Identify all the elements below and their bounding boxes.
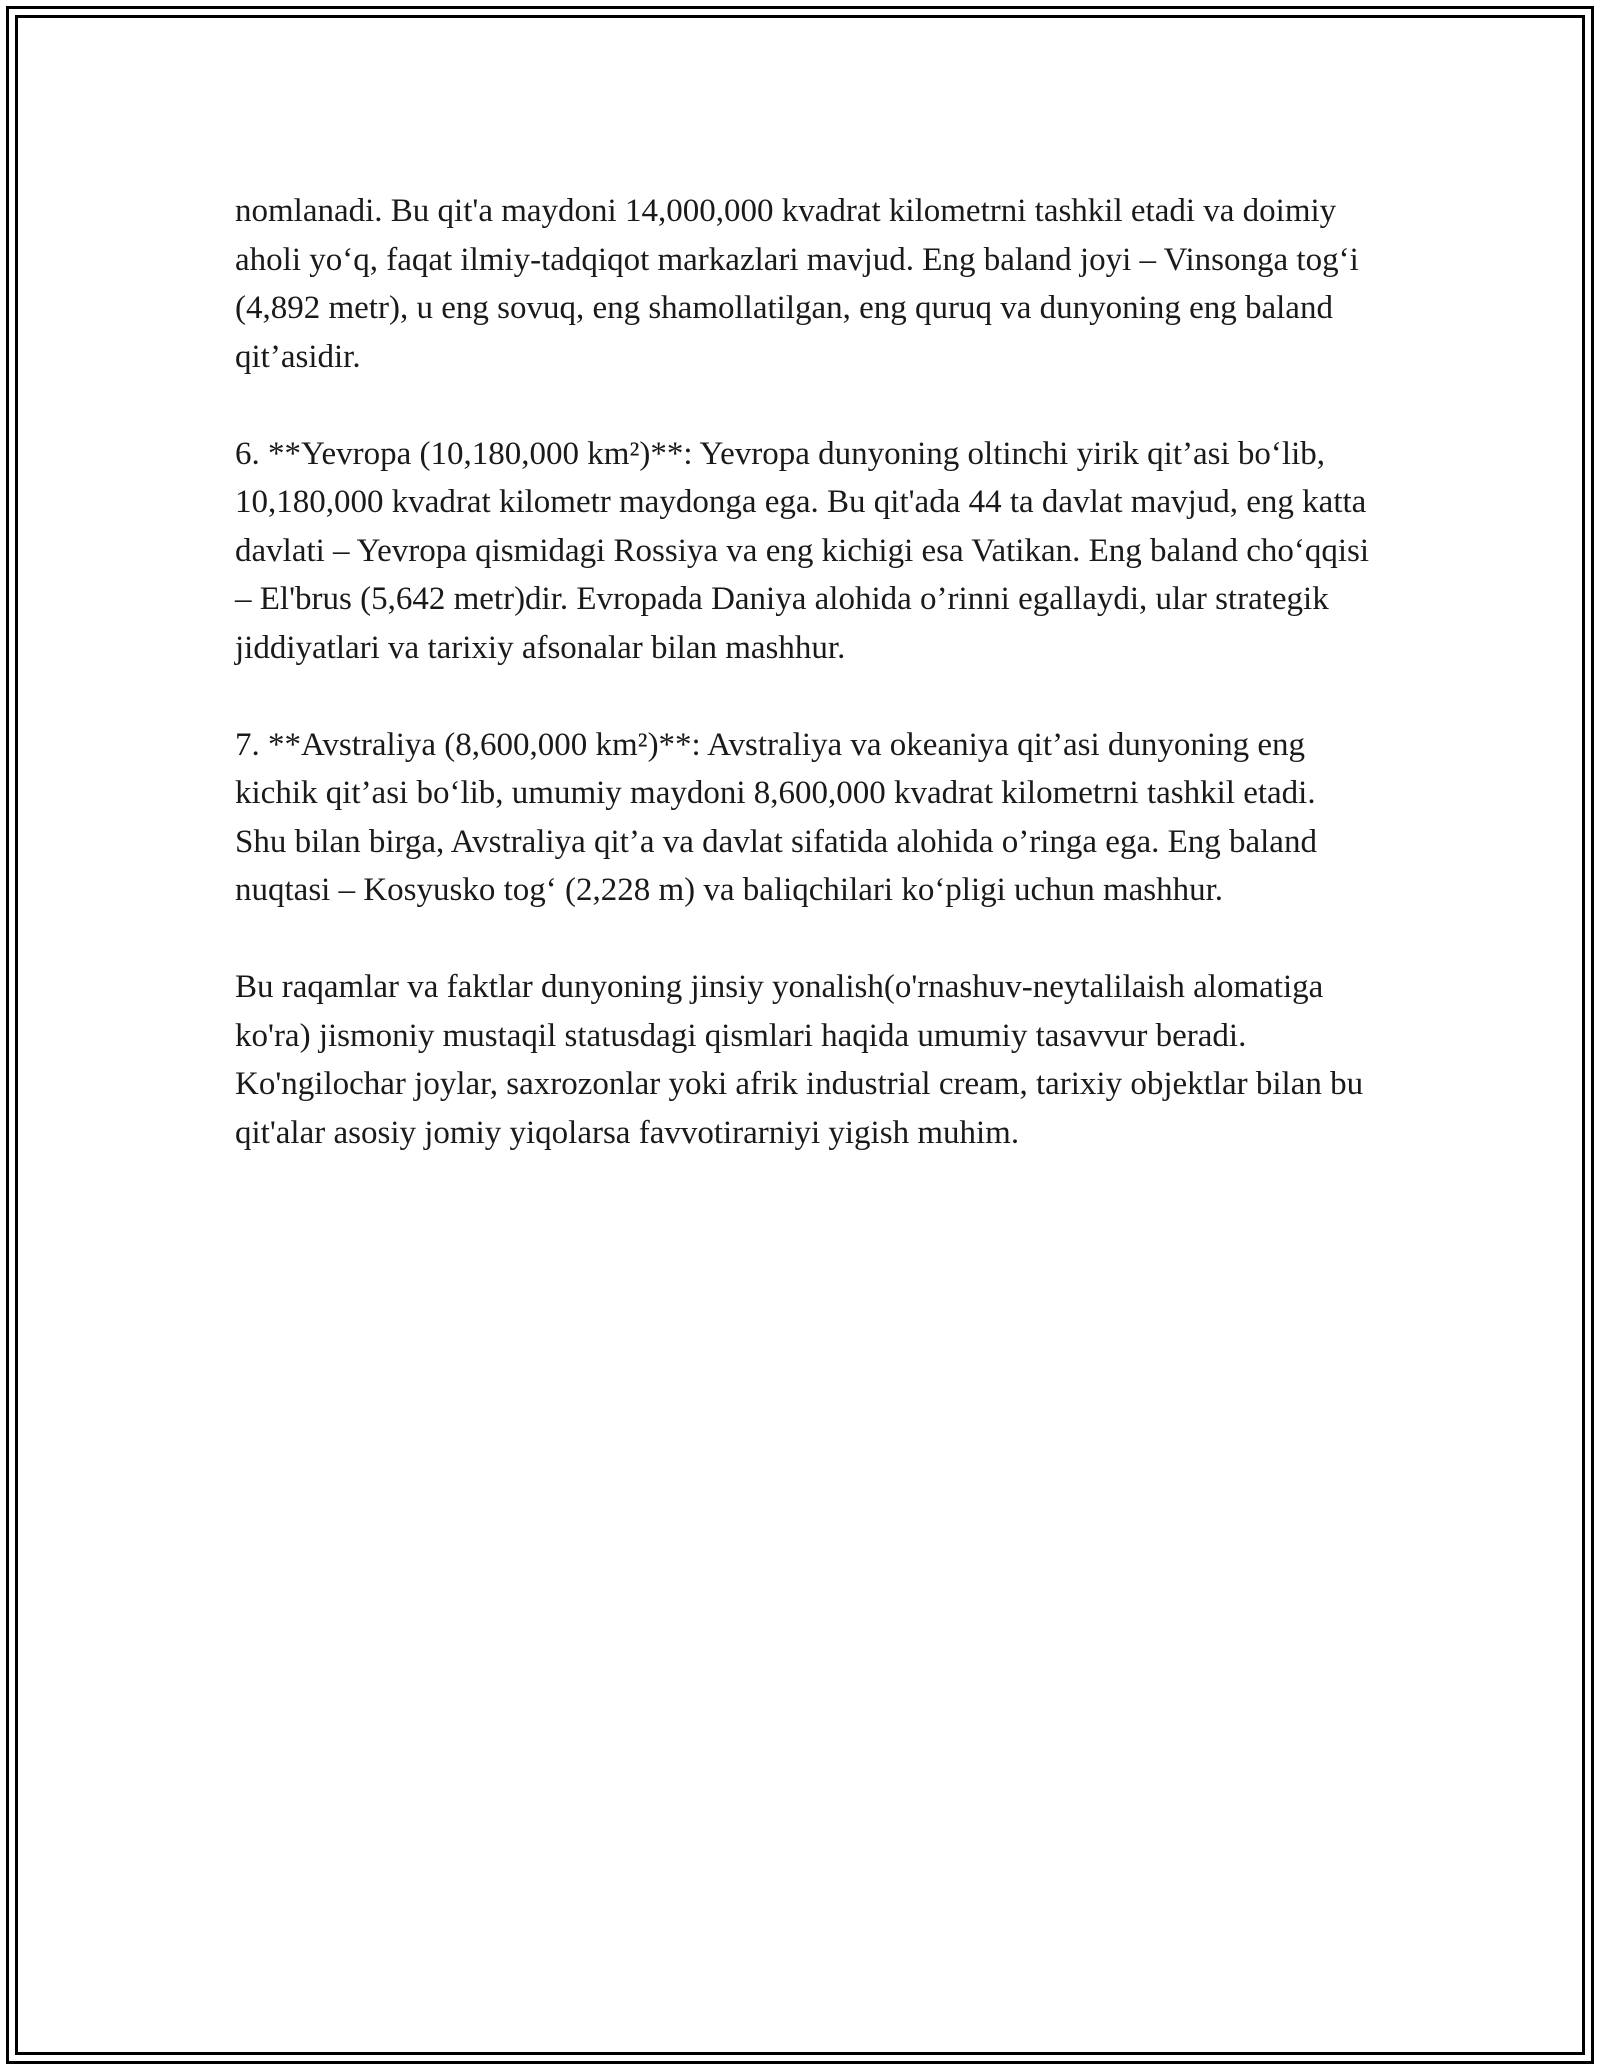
paragraph-europe: 6. **Yevropa (10,180,000 km²)**: Yevropa dunyoning oltinchi yirik qit’asi bo‘lib, 10,180,000 kvadrat kilometr maydonga ega. Bu qit'ada 44 ta davlat mavjud, eng katta davlati – Yevropa qismidagi Rossiya va eng kichigi esa Vatikan. Eng baland cho‘qqisi – El'brus (5,642 metr)dir. Evropada Daniya alohida o’rinni egallaydi, ular strategik jiddiyatlari va tarixiy afsonalar bilan mashhur. <box>235 435 1370 666</box>
paragraph-summary: Bu raqamlar va faktlar dunyoning jinsiy yonalish(o'rnashuv-neytalilaish alomatiga ko'ra) jismoniy mustaqil statusdagi qismlari haqida umumiy tasavvur beradi. Ko'ngilochar joylar, saxrozonlar yoki afrik industrial cream, tarixiy objektlar bilan bu qit'alar asosiy jomiy yiqolarsa favvotirarniyi yigish muhim. <box>235 969 1364 1151</box>
document-body <box>235 187 1375 1206</box>
paragraph-antarctica-continued: nomlanadi. Bu qit'a maydoni 14,000,000 kvadrat kilometrni tashkil etadi va doimiy aholi yo‘q, faqat ilmiy-tadqiqot markazlari mavjud. Eng baland joyi – Vinsonga tog‘i (4,892 metr), u eng sovuq, eng shamollatilgan, eng quruq va dunyoning eng baland qit’asidir. <box>235 193 1359 375</box>
paragraph-australia: 7. **Avstraliya (8,600,000 km²)**: Avstraliya va okeaniya qit’asi dunyoning eng kichik qit’asi bo‘lib, umumiy maydoni 8,600,000 kvadrat kilometrni tashkil etadi. Shu bilan birga, Avstraliya qit’a va davlat sifatida alohida o’ringa ega. Eng baland nuqtasi – Kosyusko tog‘ (2,228 m) va baliqchilari ko‘pligi uchun mashhur. <box>235 726 1317 908</box>
